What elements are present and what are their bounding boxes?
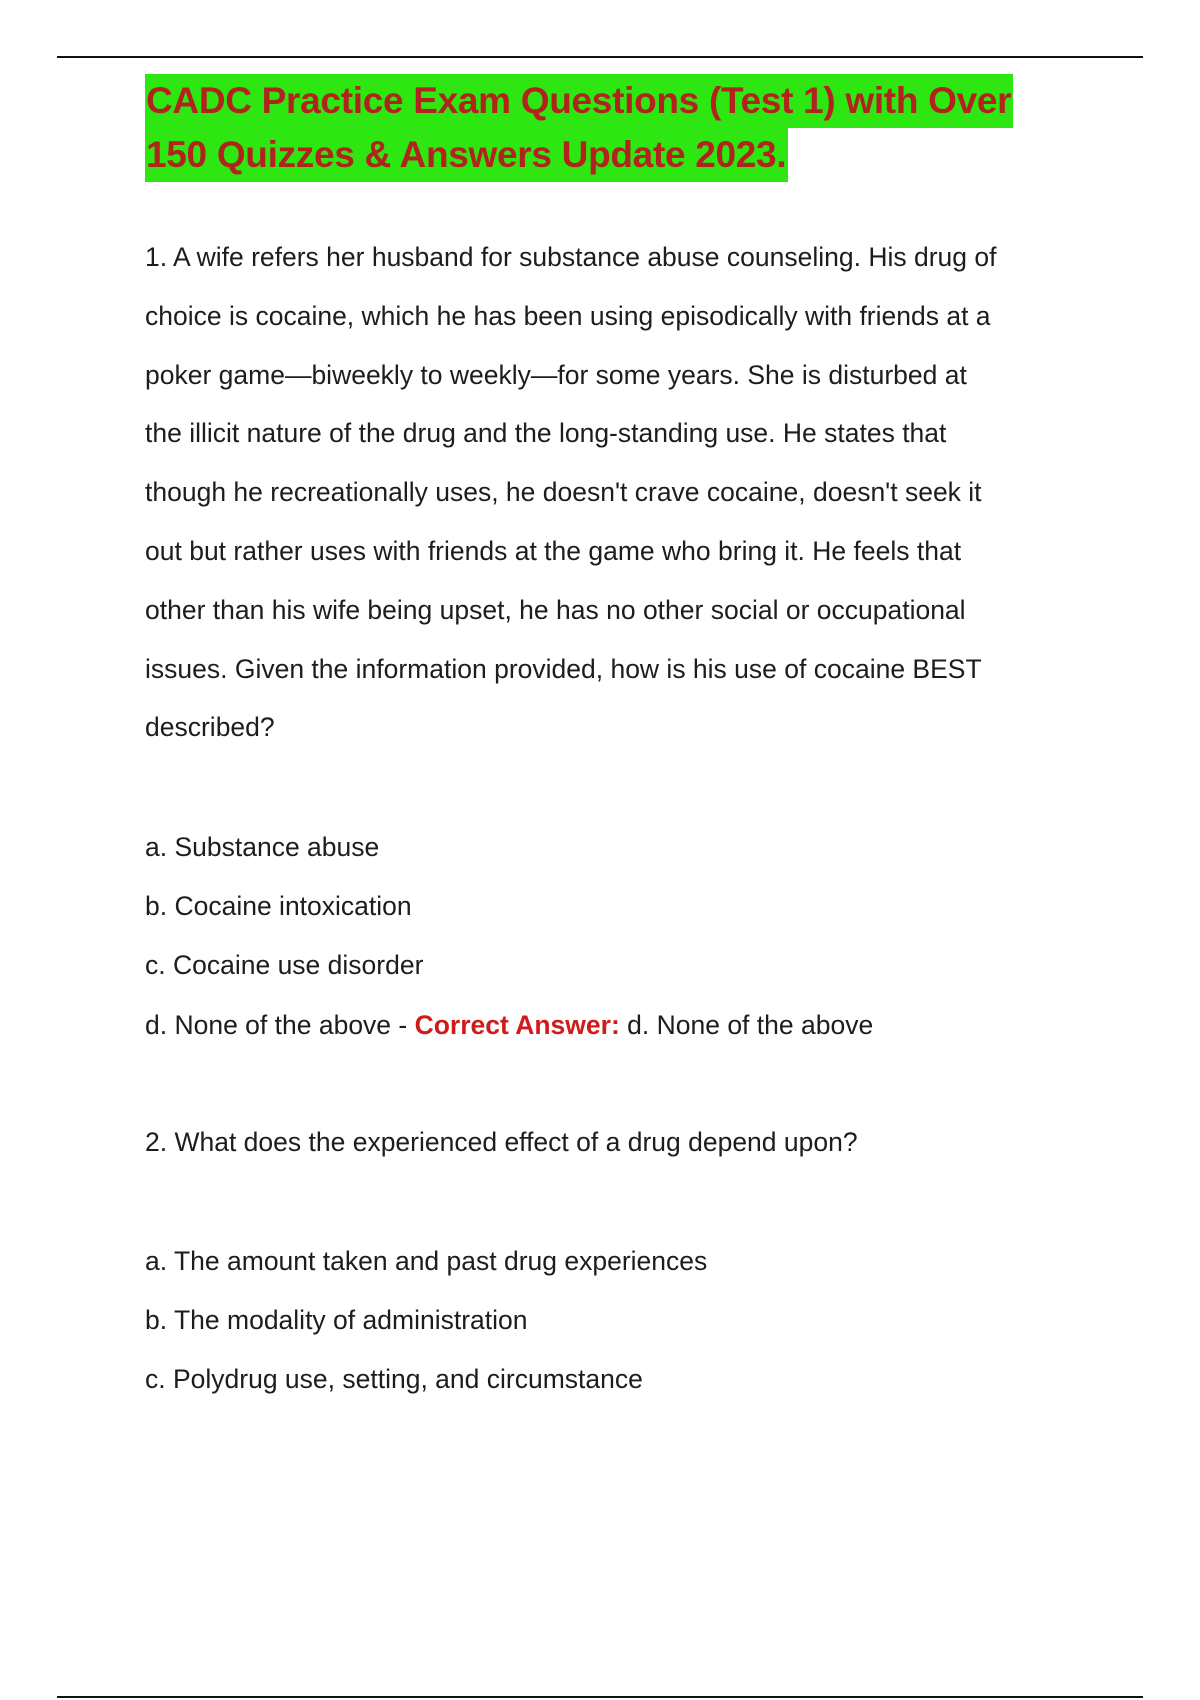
question-1-line: 1. A wife refers her husband for substance abuse counseling. His drug of xyxy=(145,242,997,272)
question-1-text xyxy=(145,228,996,757)
question-1-line: described? xyxy=(145,712,275,743)
question-1-line: though he recreationally uses, he doesn't crave cocaine, doesn't seek it xyxy=(145,477,982,508)
option-d-text: d. None of the above - xyxy=(145,1010,415,1040)
question-1-line: poker game—biweekly to weekly—for some years. She is disturbed at xyxy=(145,359,967,390)
question-1-line: choice is cocaine, which he has been using episodically with friends at a xyxy=(145,300,991,331)
question-1-line: other than his wife being upset, he has no other social or occupational xyxy=(145,594,966,625)
question-2-text: 2. What does the experienced effect of a drug depend upon? xyxy=(145,1127,858,1157)
question-1-option-a: a. Substance abuse xyxy=(145,832,380,862)
title-line-2: 150 Quizzes & Answers Update 2023. xyxy=(145,128,788,182)
question-2-option-a: a. The amount taken and past drug experiences xyxy=(145,1246,708,1276)
top-rule xyxy=(57,56,1143,58)
title-line-1: CADC Practice Exam Questions (Test 1) with Over xyxy=(145,74,1013,128)
correct-answer-value: d. None of the above xyxy=(619,1010,874,1040)
question-1-option-b: b. Cocaine intoxication xyxy=(145,891,412,921)
bottom-rule xyxy=(57,1696,1143,1698)
question-2-option-b: b. The modality of administration xyxy=(145,1305,528,1335)
question-1-line: out but rather uses with friends at the game who bring it. He feels that xyxy=(145,535,962,566)
document-title xyxy=(145,74,1105,182)
question-2-option-c: c. Polydrug use, setting, and circumstance xyxy=(145,1364,643,1394)
question-1-line: issues. Given the information provided, how is his use of cocaine BEST xyxy=(145,653,982,684)
question-1-option-c: c. Cocaine use disorder xyxy=(145,950,424,980)
question-1-line: the illicit nature of the drug and the long-standing use. He states that xyxy=(145,418,947,449)
correct-answer-label: Correct Answer: xyxy=(414,1010,620,1040)
question-1-option-d xyxy=(145,1005,873,1045)
